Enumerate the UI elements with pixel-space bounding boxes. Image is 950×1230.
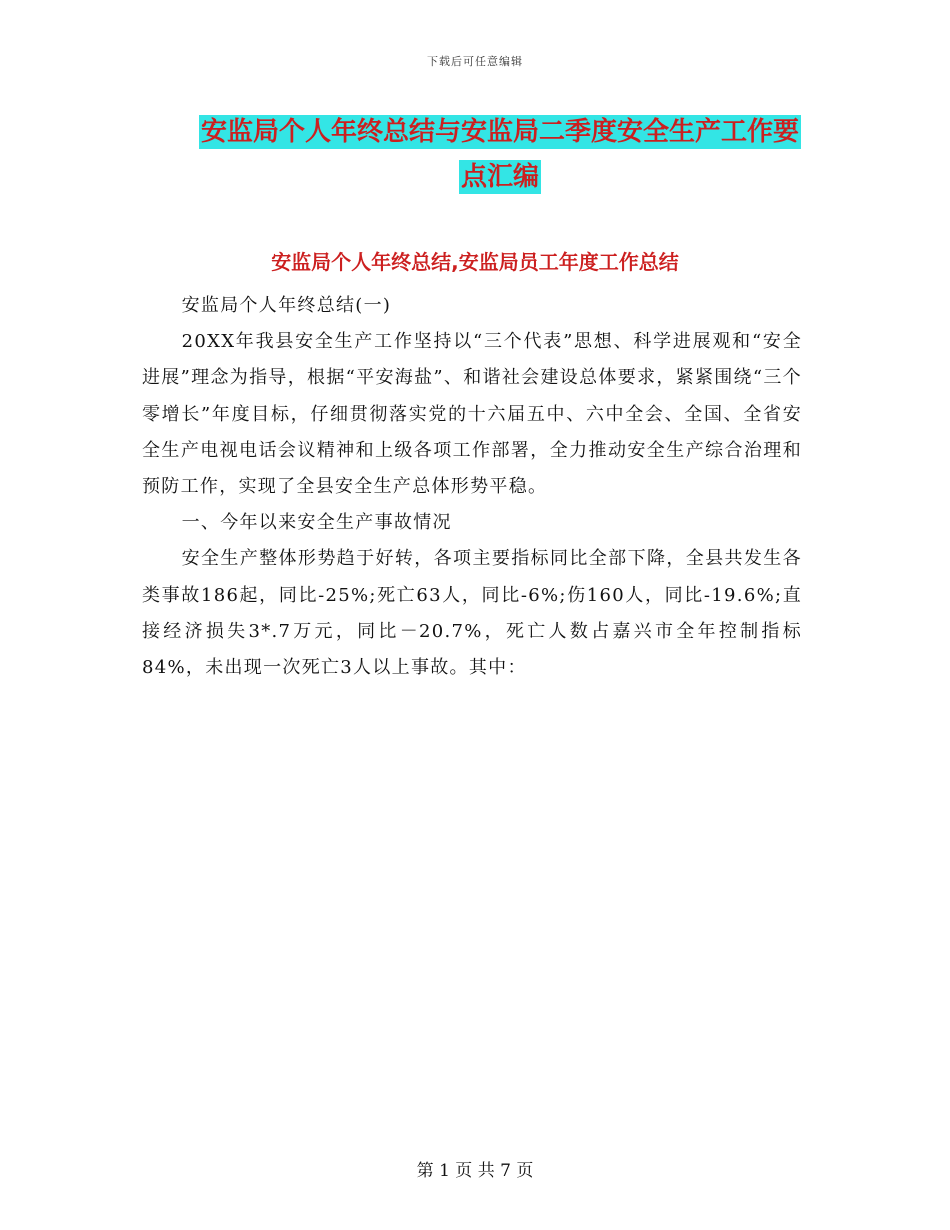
paragraph-subheading: 安监局个人年终总结(一): [181, 295, 392, 316]
section-title: 安监局个人年终总结,安监局员工年度工作总结: [271, 250, 679, 274]
paragraph: 20XX年我县安全生产工作坚持以“三个代表”思想、科学进展观和“安全进展”理念为指导，根据“平安海盐”、和谐社会建设总体要求，紧紧围绕“三个零增长”年度目标，仔细贯彻落实党的十六届五中、六中全会、全国、全省安全生产电视电话会议精神和上级各项工作部署，全力推动安全生产综合治理和预防工作，实现了全县安全生产总体形势平稳。: [142, 331, 802, 498]
page-footer: 第 1 页 共 7 页: [416, 1161, 534, 1181]
page-header: 下载后可任意编辑: [427, 55, 523, 68]
body-text: [142, 288, 802, 686]
document-title-line-2: 点汇编: [460, 162, 539, 192]
document-title: [190, 110, 810, 200]
document-title-line-1: 安监局个人年终总结与安监局二季度安全生产工作要: [200, 117, 799, 147]
paragraph: 安全生产整体形势趋于好转，各项主要指标同比全部下降，全县共发生各类事故186起，同比-25%;死亡63人，同比-6%;伤160人，同比-19.6%;直接经济损失3*.7万元，同比－20.7%，死亡人数占嘉兴市全年控制指标84%，未出现一次死亡3人以上事故。其中：: [142, 548, 802, 679]
paragraph-subheading: 一、今年以来安全生产事故情况: [181, 512, 452, 534]
